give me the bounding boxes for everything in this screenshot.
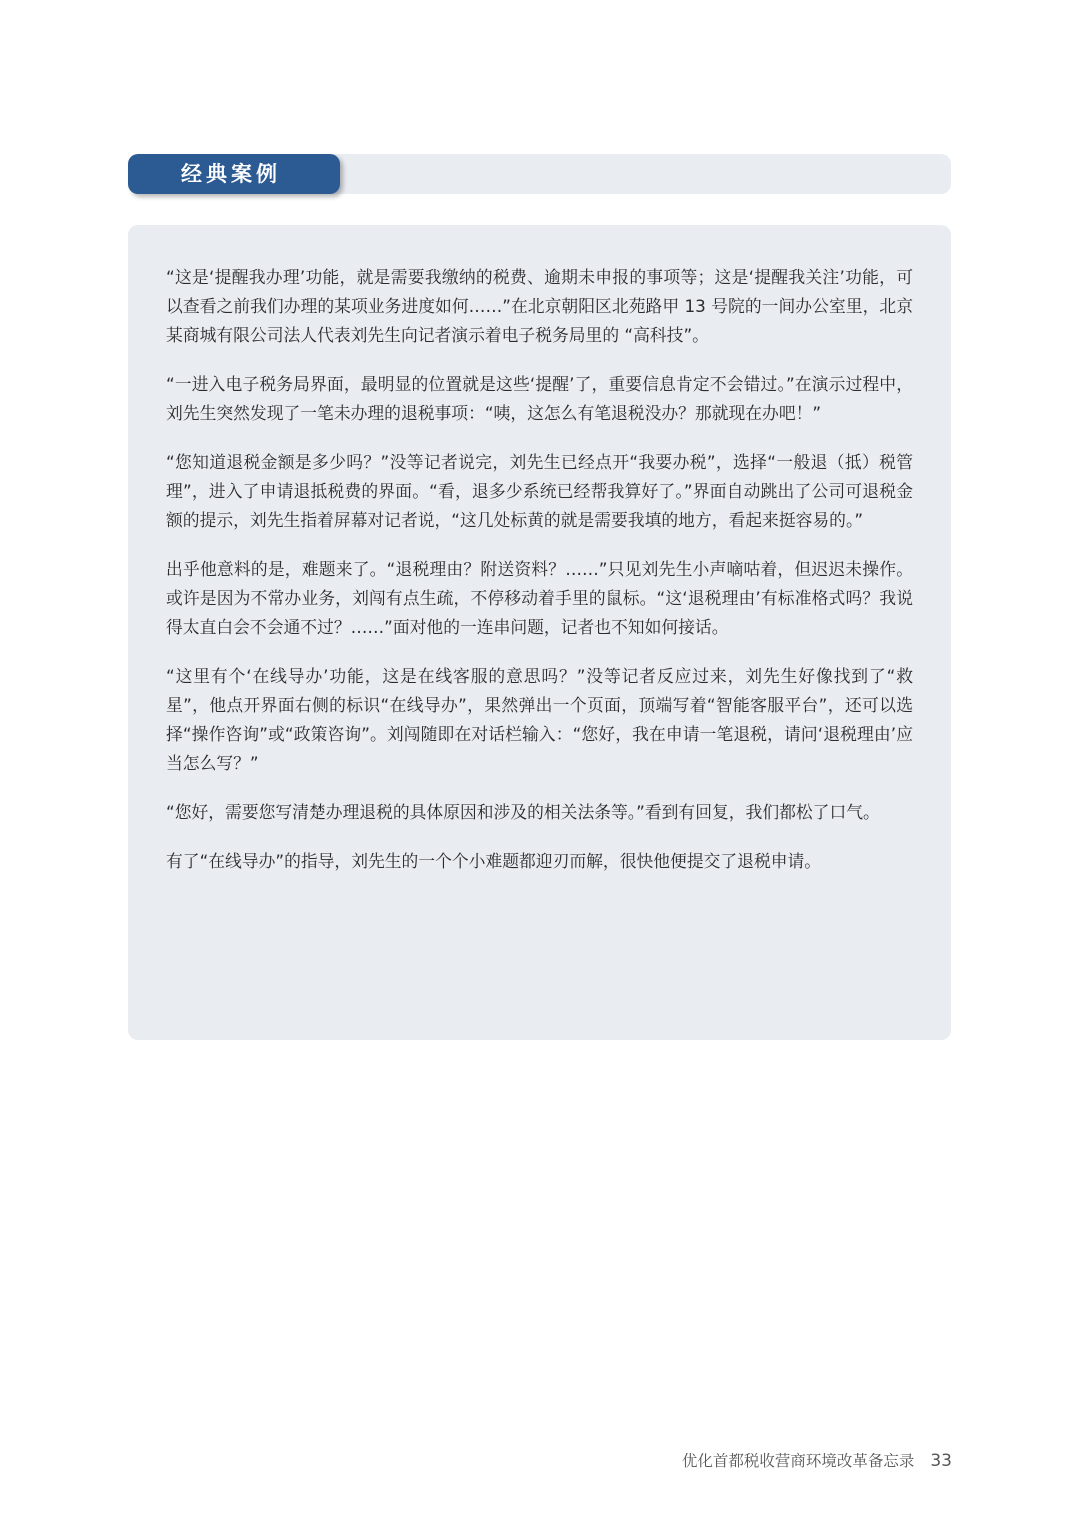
case-paragraph: “您知道退税金额是多少吗？”没等记者说完，刘先生已经点开“我要办税”，选择“一般退（抵）税管理”，进入了申请退抵税费的界面。“看，退多少系统已经帮我算好了。”界面自动跳出了公司可退税金额的提示，刘先生指着屏幕对记者说，“这几处标黄的就是需要我填的地方，看起来挺容易的。”	[166, 452, 913, 530]
case-paragraph: 有了“在线导办”的指导，刘先生的一个个小难题都迎刃而解，很快他便提交了退税申请。	[166, 851, 822, 871]
page-footer	[682, 1449, 952, 1473]
case-paragraph: 出乎他意料的是，难题来了。“退税理由？附送资料？……”只见刘先生小声嘀咕着，但迟迟未操作。或许是因为不常办业务，刘闯有点生疏，不停移动着手里的鼠标。“这‘退税理由’有标准格式吗？我说得太直白会不会通不过？……”面对他的一连串问题，记者也不知如何接话。	[166, 559, 913, 637]
case-paragraph: “一进入电子税务局界面，最明显的位置就是这些‘提醒’了，重要信息肯定不会错过。”在演示过程中，刘先生突然发现了一笔未办理的退税事项：“咦，这怎么有笔退税没办？那就现在办吧！”	[166, 374, 913, 423]
case-paragraph: “这是‘提醒我办理’功能，就是需要我缴纳的税费、逾期未申报的事项等；这是‘提醒我关注’功能，可以查看之前我们办理的某项业务进度如何……”在北京朝阳区北苑路甲 13 号院的一间办公室里，北京某商城有限公司法人代表刘先生向记者演示着电子税务局里的 “高科技”。	[166, 267, 913, 345]
page-number: 33	[930, 1451, 952, 1471]
case-paragraph: “这里有个‘在线导办’功能，这是在线客服的意思吗？”没等记者反应过来，刘先生好像找到了“救星”，他点开界面右侧的标识“在线导办”，果然弹出一个页面，顶端写着“智能客服平台”，还可以选择“操作咨询”或“政策咨询”。刘闯随即在对话栏输入：“您好，我在申请一笔退税，请问‘退税理由’应当怎么写？”	[166, 666, 913, 773]
section-header-bar	[128, 154, 951, 194]
publication-title: 优化首都税收营商环境改革备忘录	[681, 1452, 915, 1470]
section-title: 经典案例	[128, 154, 340, 194]
case-study-panel	[128, 225, 951, 1040]
case-paragraph: “您好，需要您写清楚办理退税的具体原因和涉及的相关法条等。”看到有回复，我们都松了口气。	[166, 802, 880, 822]
